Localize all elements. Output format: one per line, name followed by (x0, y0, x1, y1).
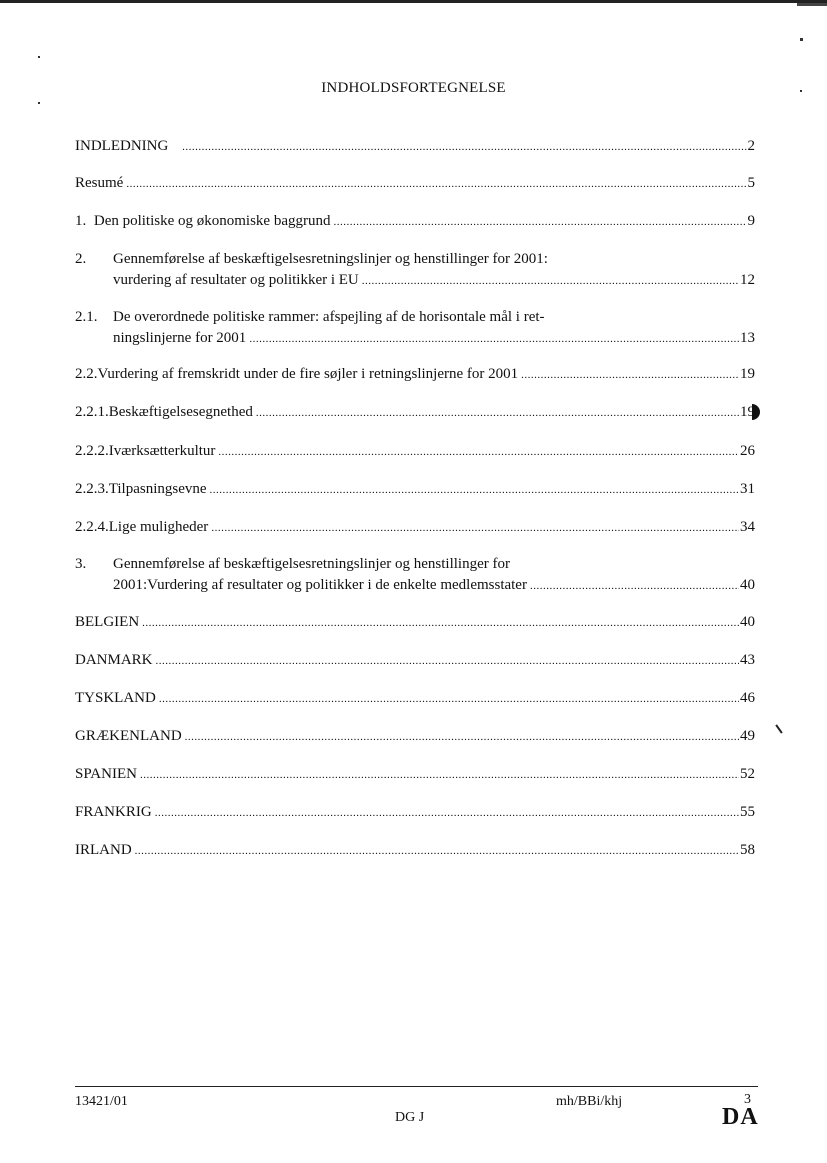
toc-page-number: 31 (740, 481, 755, 497)
top-rule-end (797, 3, 827, 6)
toc-entry-2-1[interactable] (75, 309, 755, 351)
toc-entry-number: 2.2.4. (75, 519, 109, 535)
leader-dots (140, 769, 739, 781)
leader-dots (521, 369, 739, 381)
top-rule (0, 0, 827, 3)
toc-page-number: 26 (740, 443, 755, 459)
scan-tick (775, 724, 782, 733)
toc-entry-2[interactable] (75, 251, 755, 293)
toc-entry-resume[interactable] (75, 175, 755, 196)
toc-entry-2-2-3[interactable] (75, 481, 755, 502)
leader-dots (185, 731, 739, 743)
toc-entry-label: Iværksætterkultur (108, 443, 216, 459)
toc-entry-belgien[interactable] (75, 614, 755, 635)
toc-page-number: 13 (740, 330, 755, 346)
leader-dots (249, 333, 739, 345)
leader-dots (530, 580, 739, 592)
toc-entry-label: IRLAND (75, 842, 132, 858)
toc-entry-label-continued: 2001:Vurdering af resultater og politikker i de enkelte medlemsstater (113, 577, 527, 593)
toc-entry-label-continued: vurdering af resultater og politikker i EU (113, 272, 359, 288)
toc-entry-indledning[interactable] (75, 138, 755, 159)
footer-rule (75, 1086, 758, 1087)
toc-entry-2-2-4[interactable] (75, 519, 755, 540)
toc-entry-1[interactable] (75, 213, 755, 234)
toc-entry-label: De overordnede politiske rammer: afspejling af de horisontale mål i ret- (113, 309, 545, 325)
toc-entry-label: BELGIEN (75, 614, 140, 630)
toc-page-number: 46 (740, 690, 755, 706)
footer-directorate: DG J (395, 1110, 425, 1125)
toc-entry-label: TYSKLAND (75, 690, 156, 706)
footer-language-code: DA (722, 1104, 759, 1130)
toc-page-number: 55 (740, 804, 755, 820)
toc-page-number: 52 (740, 766, 755, 782)
toc-entry-2-2-2[interactable] (75, 443, 755, 464)
toc-page-number: 34 (740, 519, 755, 535)
toc-entry-irland[interactable] (75, 842, 755, 863)
toc-entry-2-2[interactable] (75, 366, 755, 387)
toc-entry-number: 2.2.3. (75, 481, 109, 497)
toc-page-number: 49 (740, 728, 755, 744)
toc-entry-number: 1. (75, 213, 87, 229)
toc-entry-label: Gennemførelse af beskæftigelsesretningslinjer og henstillinger for (113, 556, 510, 572)
toc-entry-tyskland[interactable] (75, 690, 755, 711)
toc-entry-label: Den politiske og økonomiske baggrund (93, 213, 331, 229)
toc-entry-label: Lige muligheder (108, 519, 209, 535)
leader-dots (156, 655, 739, 667)
toc-entry-number: 2.2.1. (75, 404, 109, 420)
toc-entry-label: GRÆKENLAND (75, 728, 182, 744)
scan-speck (38, 56, 40, 58)
leader-dots (159, 693, 739, 705)
toc-entry-number: 2. (75, 251, 87, 267)
leader-dots (218, 446, 739, 458)
toc-entry-spanien[interactable] (75, 766, 755, 787)
leader-dots (182, 141, 746, 153)
toc-page-number: 9 (747, 213, 755, 229)
leader-dots (334, 216, 747, 228)
footer-document-number: 13421/01 (75, 1094, 128, 1109)
leader-dots (126, 178, 746, 190)
toc-entry-2-2-1[interactable] (75, 404, 755, 425)
toc-entry-label: DANMARK (75, 652, 153, 668)
toc-entry-label: SPANIEN (75, 766, 137, 782)
footer-page-number: 3 (744, 1092, 751, 1107)
leader-dots (135, 845, 739, 857)
footer-reference: mh/BBi/khj (556, 1094, 623, 1109)
toc-entry-3[interactable] (75, 556, 755, 598)
toc-entry-label: FRANKRIG (75, 804, 152, 820)
leader-dots (211, 522, 739, 534)
toc-entry-number: 2.1. (75, 309, 98, 325)
toc-page-number: 2 (747, 138, 755, 154)
toc-entry-number: 2.2.2. (75, 443, 109, 459)
toc-entry-label: INDLEDNING (75, 138, 169, 154)
toc-page-number: 12 (740, 272, 755, 288)
toc-entry-number: 3. (75, 556, 87, 572)
toc-entry-number: 2.2. (75, 366, 98, 382)
leader-dots (210, 484, 739, 496)
toc-page-number: 58 (740, 842, 755, 858)
toc-entry-label: Beskæftigelsesegnethed (108, 404, 253, 420)
toc-page-number: 19 (740, 366, 755, 382)
document-title: INDHOLDSFORTEGNELSE (321, 80, 506, 96)
toc-entry-frankrig[interactable] (75, 804, 755, 825)
scan-speck (38, 102, 40, 104)
toc-page-number: 40 (740, 577, 755, 593)
leader-dots (155, 807, 739, 819)
toc-entry-label: Resumé (75, 175, 124, 191)
toc-page-number: 43 (740, 652, 755, 668)
leader-dots (362, 275, 739, 287)
toc-entry-label-continued: ningslinjerne for 2001 (113, 330, 247, 346)
toc-entry-label: Vurdering af fremskridt under de fire søjler i retningslinjerne for 2001 (97, 366, 519, 382)
toc-entry-label: Tilpasningsevne (108, 481, 207, 497)
toc-page-number: 5 (747, 175, 755, 191)
leader-dots (142, 617, 739, 629)
toc-entry-graekenland[interactable] (75, 728, 755, 749)
toc-entry-danmark[interactable] (75, 652, 755, 673)
leader-dots (256, 407, 739, 419)
toc-page-number: 19 (740, 404, 755, 420)
scan-speck (800, 38, 803, 41)
toc-page-number: 40 (740, 614, 755, 630)
toc-entry-label: Gennemførelse af beskæftigelsesretningslinjer og henstillinger for 2001: (113, 251, 548, 267)
